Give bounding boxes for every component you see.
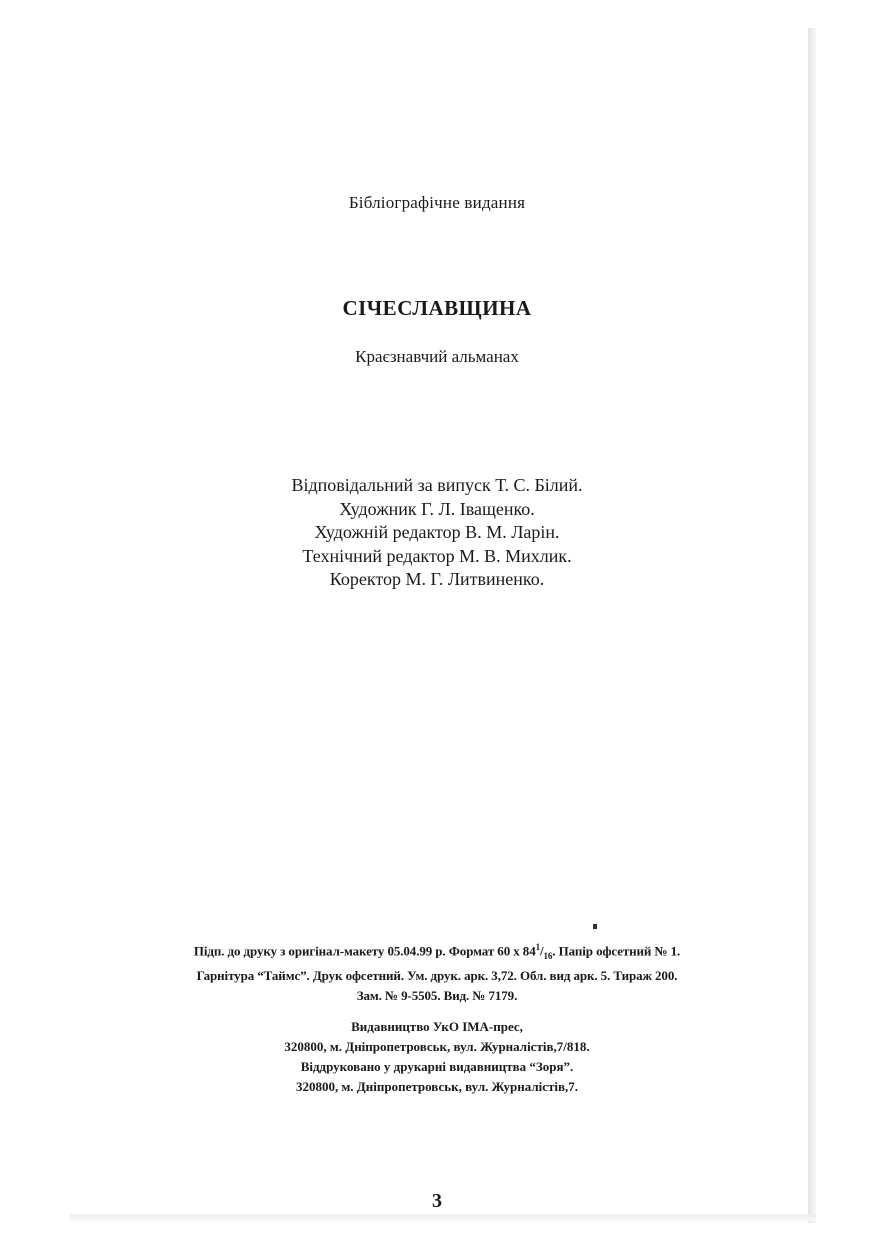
credit-line-art-editor: Художній редактор В. М. Ларін. [314, 522, 560, 542]
publisher-line-2: 320800, м. Дніпропетровськ, вул. Журналістів,7/818. [284, 1039, 590, 1054]
imprint-block [0, 937, 874, 1006]
imprint-line-1-end: . Папір офсетний № 1. [552, 943, 681, 959]
page-number: 3 [432, 1190, 442, 1212]
credit-line-proofreader: Коректор М. Г. Литвиненко. [329, 569, 545, 589]
publisher-line-3: Віддруковано у друкарні видавництва “Зоря”. [300, 1059, 574, 1074]
credit-line-artist: Художник Г. Л. Іващенко. [339, 498, 535, 519]
publisher-line-1: Видавництво УкО ІМА-прес, [351, 1019, 523, 1034]
book-subtitle: Краєзнавчий альманах [355, 347, 519, 366]
credit-line-tech-editor: Технічний редактор М. В. Михлик. [302, 545, 572, 566]
format-fraction-numerator: 1 [535, 942, 541, 952]
imprint-line-1: Підп. до друку з оригінал-макету 05.04.99 р. Формат 60 х $84^1/_{16}$. Папір офсетний № 1. [193, 942, 681, 961]
publisher-block [0, 1017, 874, 1097]
book-title: СІЧЕСЛАВЩИНА [342, 296, 532, 320]
page-edge-bottom [70, 1214, 816, 1221]
credit-line-responsible: Відповідальний за випуск Т. С. Білий. [291, 475, 583, 495]
credits-block [0, 474, 874, 592]
imprint-line-2: Гарнітура “Таймс”. Друк офсетний. Ум. друк. арк. 3,72. Обл. вид арк. 5. Тираж 200. [196, 967, 678, 983]
publisher-line-4: 320800, м. Дніпропетровськ, вул. Журналістів,7. [295, 1079, 579, 1094]
imprint-line-1-start: Підп. до друку з оригінал-макету 05.04.99 р. Формат 60 х 84 [193, 943, 536, 959]
print-speck [593, 924, 597, 929]
imprint-line-3: Зам. № 9-5505. Вид. № 7179. [356, 987, 518, 1003]
format-fraction-denominator: 16 [543, 950, 553, 961]
edition-type: Бібліографічне видання [348, 193, 526, 212]
